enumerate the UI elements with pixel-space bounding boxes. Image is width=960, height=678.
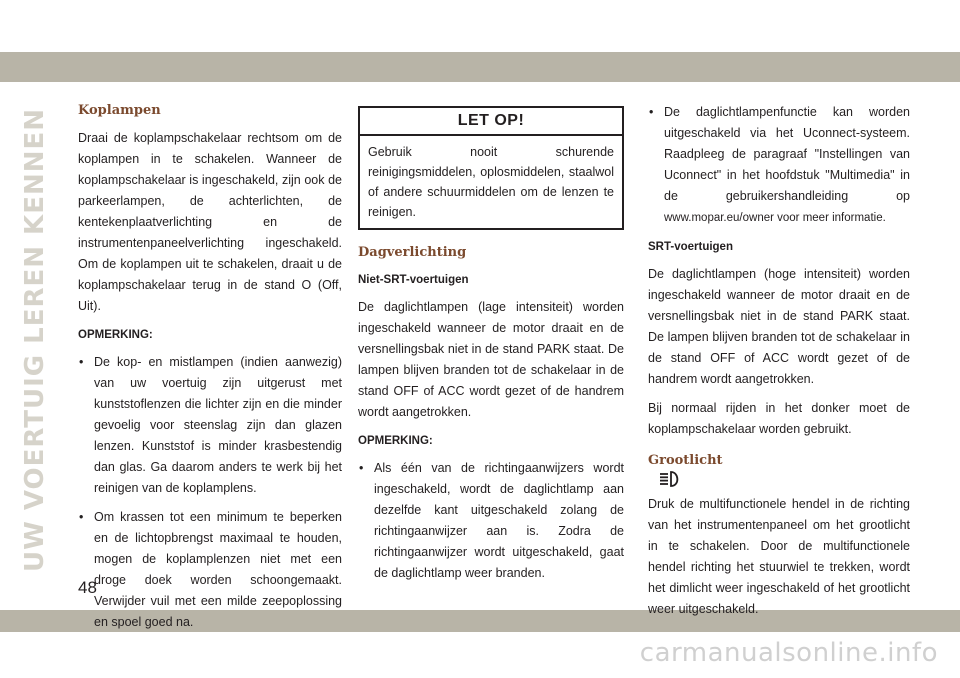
- side-title-text: UW VOERTUIG LEREN KENNEN: [20, 107, 51, 573]
- high-beam-icon: [658, 470, 682, 488]
- watermark: carmanualsonline.info: [639, 638, 938, 668]
- list-item: • Om krassen tot een minimum te beperken en de lichtopbrengst maximaal te houden, mogen de koplamplenzen niet met een droge doek worden schoongemaakt. Verwijder vuil met een milde zeepoplossing en spoel goed na.: [78, 507, 342, 633]
- page-number: 48: [78, 578, 97, 597]
- top-band: [0, 52, 960, 82]
- daglicht-bullets: [648, 102, 910, 229]
- subhead-srt: SRT-voertuigen: [648, 241, 733, 253]
- warning-title: LET OP!: [360, 108, 622, 136]
- side-title: [10, 100, 60, 580]
- list-item: • De kop- en mistlampen (indien aanwezig) van uw voertuig zijn uitgerust met kunststoflenzen die lichter zijn en die minder gevoelig voor steenslag zijn dan glazen lenzen. Kunststof is minder krasbestendig dan glas. Ga daarom anders te werk bij het reinigen van de koplamplens.: [78, 352, 342, 499]
- koplampen-bullets: [78, 352, 342, 633]
- dark-driving-text: Bij normaal rijden in het donker moet de koplampschakelaar worden gebruikt.: [648, 401, 910, 436]
- heading-grootlicht: Grootlicht: [648, 453, 723, 468]
- grootlicht-text: Druk de multifunctionele hendel in de richting van het instrumentenpaneel om het grootlicht in te schakelen. Door de multifunctionele hendel richting het stuurwiel te trekken, wordt het dimlicht weer ingeschakeld of het grootlicht weer uitgeschakeld.: [648, 497, 910, 616]
- column-1: [78, 102, 342, 641]
- heading-koplampen: Koplampen: [78, 103, 161, 118]
- note-label: OPMERKING:: [358, 435, 433, 447]
- column-3: [648, 102, 910, 628]
- subhead-niet-srt: Niet-SRT-voertuigen: [358, 274, 469, 286]
- mopar-url: www.mopar.eu/owner voor meer informatie.: [664, 212, 886, 224]
- dagverlichting-bullets: [358, 458, 624, 584]
- list-item: • Als één van de richtingaanwijzers wordt ingeschakeld, wordt de daglichtlamp aan dezelfde kant uitgeschakeld zolang de richtingaanwijzer aan is. Zodra de richtingaanwijzer wordt uitgeschakeld, gaat de daglichtlamp weer branden.: [358, 458, 624, 584]
- note-label: OPMERKING:: [78, 329, 153, 341]
- column-2: [358, 102, 624, 592]
- dagverlichting-text: De daglichtlampen (lage intensiteit) worden ingeschakeld wanneer de motor draait en de versnellingsbak niet in de stand PARK staat. De lampen blijven branden tot de schakelaar in de stand OFF of ACC wordt gezet of de handrem wordt aangetrokken.: [358, 300, 624, 419]
- warning-text: Gebruik nooit schurende reinigingsmiddelen, oplosmiddelen, staalwol of andere schuurmiddelen om de lenzen te reinigen.: [368, 145, 614, 219]
- koplampen-intro: Draai de koplampschakelaar rechtsom om de koplampen in te schakelen. Wanneer de koplampschakelaar is ingeschakeld, zijn ook de parkeerlampen, de achterlichten, de kentekenplaatverlichting en de instrumentenpaneelverlichting ingeschakeld. Om de koplampen uit te schakelen, draait u de koplampschakelaar terug in de stand O (Off, Uit).: [78, 131, 342, 313]
- list-item: [648, 102, 910, 229]
- bullet-text: De daglichtlampenfunctie kan worden uitgeschakeld via het Uconnect-systeem. Raadpleeg de paragraaf "Instellingen van Uconnect" in het hoofdstuk "Multimedia" in de gebruikershandleiding op: [664, 105, 910, 203]
- srt-text: De daglichtlampen (hoge intensiteit) worden ingeschakeld wanneer de motor draait en de versnellingsbak niet in de stand PARK staat. De lampen blijven branden tot de schakelaar in de stand OFF of ACC wordt gezet of de handrem wordt aangetrokken.: [648, 267, 910, 386]
- warning-box: [358, 106, 624, 230]
- heading-dagverlichting: Dagverlichting: [358, 245, 467, 260]
